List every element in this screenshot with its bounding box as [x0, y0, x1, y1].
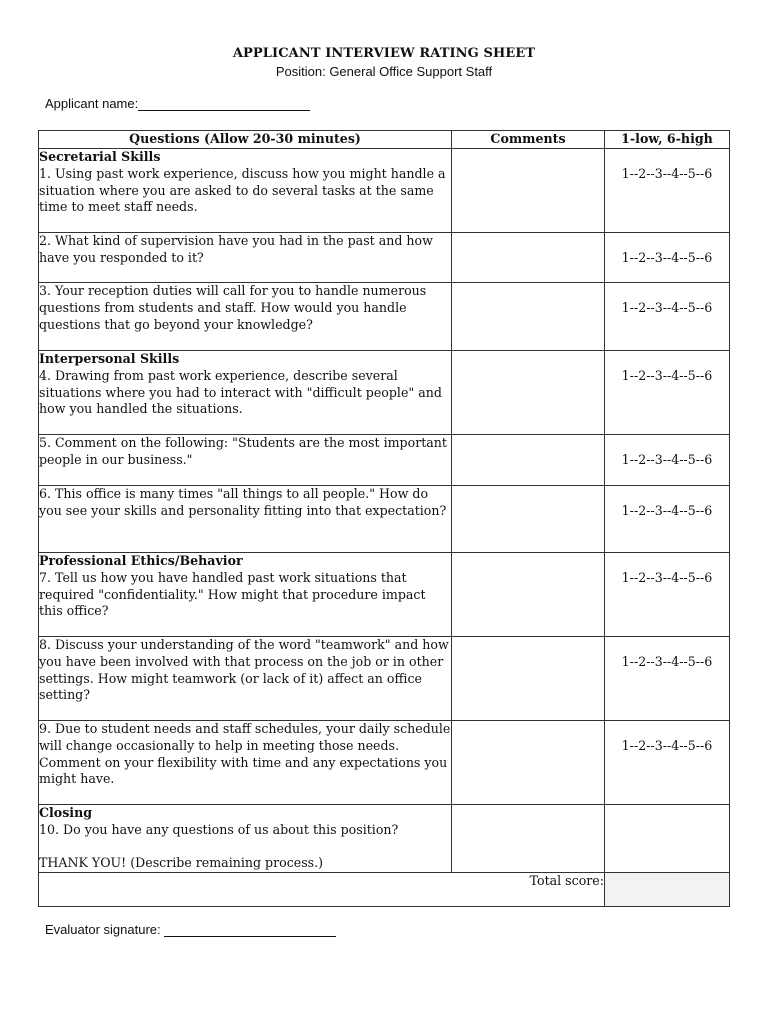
rating-cell[interactable]: 1--2--3--4--5--6 [605, 721, 730, 805]
total-row [39, 873, 730, 907]
rating-cell[interactable]: 1--2--3--4--5--6 [605, 637, 730, 721]
applicant-name-blank[interactable] [138, 98, 310, 111]
applicant-name-row [45, 96, 310, 111]
closing-cell [39, 805, 452, 873]
closing-thanks: THANK YOU! (Describe remaining process.) [39, 854, 324, 870]
rating-cell[interactable]: 1--2--3--4--5--6 [605, 149, 730, 233]
comments-cell[interactable] [452, 805, 605, 873]
comments-cell[interactable] [452, 283, 605, 351]
question-cell [39, 283, 452, 351]
question-text: 4. Drawing from past work experience, describe several situations where you had to interact with "difficult people" and how you handled the situations. [39, 367, 442, 417]
question-text: 3. Your reception duties will call for you to handle numerous questions from students and staff. How would you handle questions that go beyond your knowledge? [39, 283, 427, 332]
question-text: 7. Tell us how you have handled past work situations that required "confidentiality." How might that procedure impact this office? [39, 569, 426, 619]
comments-cell[interactable] [452, 351, 605, 435]
table-row [39, 283, 730, 351]
document-title: APPLICANT INTERVIEW RATING SHEET [232, 46, 536, 61]
question-cell [39, 149, 452, 233]
rating-cell[interactable]: 1--2--3--4--5--6 [605, 553, 730, 637]
comments-cell[interactable] [452, 637, 605, 721]
table-row [39, 351, 730, 435]
table-row [39, 637, 730, 721]
question-cell [39, 486, 452, 553]
question-cell [39, 351, 452, 435]
question-cell [39, 721, 452, 805]
question-cell [39, 553, 452, 637]
question-cell [39, 435, 452, 486]
comments-cell[interactable] [452, 721, 605, 805]
header-comments: Comments [452, 131, 605, 149]
rating-cell[interactable]: 1--2--3--4--5--6 [605, 233, 730, 283]
comments-cell[interactable] [452, 486, 605, 553]
table-row-closing [39, 805, 730, 873]
question-text: 1. Using past work experience, discuss how you might handle a situation where you are asked to do several tasks at the same time to meet staff needs. [39, 165, 446, 215]
comments-cell[interactable] [452, 233, 605, 283]
table-row [39, 721, 730, 805]
comments-cell[interactable] [452, 553, 605, 637]
question-cell [39, 233, 452, 283]
table-row [39, 435, 730, 486]
table-row [39, 149, 730, 233]
question-text: 6. This office is many times "all things to all people." How do you see your skills and personality fitting into that expectation? [39, 486, 447, 518]
rating-cell[interactable]: 1--2--3--4--5--6 [605, 486, 730, 553]
section-heading: Closing [39, 805, 93, 820]
evaluator-signature-label: Evaluator signature: [45, 922, 161, 937]
header-rating: 1-low, 6-high [605, 131, 730, 149]
question-cell [39, 637, 452, 721]
section-heading: Interpersonal Skills [39, 351, 180, 366]
evaluator-signature-blank[interactable] [164, 924, 336, 937]
section-heading: Secretarial Skills [39, 149, 161, 164]
evaluator-row [45, 922, 336, 937]
questions-table [38, 130, 730, 907]
closing-question: 10. Do you have any questions of us about this position? [39, 821, 399, 837]
comments-cell[interactable] [452, 149, 605, 233]
total-score-box[interactable] [605, 873, 730, 907]
comments-cell[interactable] [452, 435, 605, 486]
question-text: 5. Comment on the following: "Students are the most important people in our business." [39, 435, 447, 467]
rating-cell[interactable]: 1--2--3--4--5--6 [605, 435, 730, 486]
question-text: 8. Discuss your understanding of the word "teamwork" and how you have been involved with that process on the job or in other settings. How might teamwork (or lack of it) affect an office setting? [39, 637, 449, 703]
table-row [39, 486, 730, 553]
rating-cell[interactable] [605, 805, 730, 873]
header-questions: Questions (Allow 20-30 minutes) [39, 131, 452, 149]
question-text: 9. Due to student needs and staff schedules, your daily schedule will change occasionally to help in meeting those needs. Comment on your flexibility with time and any expectations you might have. [39, 721, 451, 787]
total-score-label: Total score: [39, 873, 605, 907]
position-line: Position: General Office Support Staff [275, 64, 493, 79]
rating-cell[interactable]: 1--2--3--4--5--6 [605, 351, 730, 435]
table-header-row [39, 131, 730, 149]
section-heading: Professional Ethics/Behavior [39, 553, 243, 568]
applicant-name-label: Applicant name: [45, 96, 139, 111]
question-text: 2. What kind of supervision have you had in the past and how have you responded to it? [39, 233, 433, 265]
table-row [39, 233, 730, 283]
rating-cell[interactable]: 1--2--3--4--5--6 [605, 283, 730, 351]
table-row [39, 553, 730, 637]
